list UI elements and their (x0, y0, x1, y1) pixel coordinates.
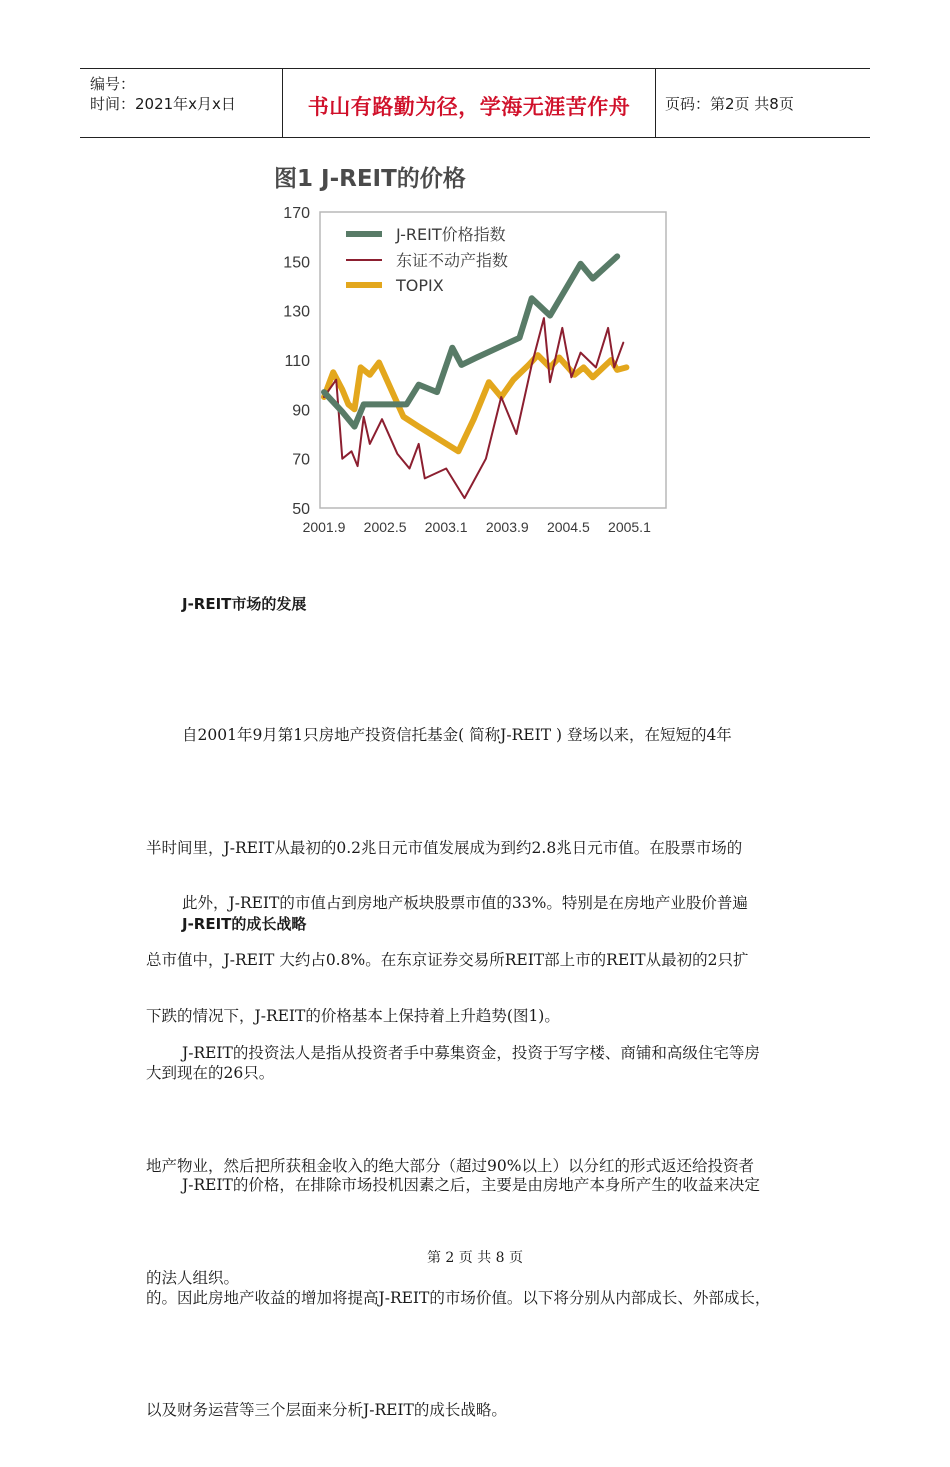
document-time-label: 时间：2021年x月x日 (90, 95, 236, 113)
y-tick-label: 150 (283, 254, 310, 272)
x-tick-label: 2001.9 (302, 519, 346, 535)
section-heading-strategy: J-REIT的成长战略 (182, 915, 307, 933)
y-tick-label: 170 (283, 205, 310, 222)
header-motto: 书山有路勤为径，学海无涯苦作舟 (307, 95, 631, 119)
x-tick-label: 2003.9 (485, 519, 529, 535)
section-heading-market: J-REIT市场的发展 (182, 595, 307, 613)
y-tick-label: 110 (284, 353, 310, 370)
y-tick-label: 70 (292, 451, 310, 469)
paragraph-line: 此外，J-REIT的市值占到房地产板块股票市值的33%。特别是在房地产业股价普遍 (182, 894, 748, 912)
paragraph-line: J-REIT的投资法人是指从投资者手中募集资金，投资于写字楼、商铺和高级住宅等房 (182, 1044, 760, 1062)
y-tick-label: 50 (292, 501, 310, 518)
y-tick-label: 90 (292, 402, 310, 420)
x-tick-label: 2003.1 (424, 519, 468, 535)
paragraph-line: 半时间里，J-REIT从最初的0.2兆日元市值发展成为到约2.8兆日元市值。在股票市场的 (146, 838, 743, 857)
paragraph-line: J-REIT的价格，在排除市场投机因素之后，主要是由房地产本身所产生的收益来决定 (182, 1176, 760, 1194)
paragraph-line: 大到现在的26只。 (146, 1063, 275, 1082)
paragraph-line: 地产物业，然后把所获租金收入的绝大部分（超过90%以上）以分红的形式返还给投资者 (146, 1156, 754, 1175)
paragraph-line: 的法人组织。 (146, 1269, 240, 1287)
paragraph-line: 总市值中，J-REIT 大约占0.8%。在东京证券交易所REIT部上市的REIT从最初的2只扩 (146, 951, 749, 969)
figure-title: 图1 J-REIT的价格 (274, 166, 466, 192)
document-number-label: 编号： (90, 75, 136, 93)
legend-label: 东证不动产指数 (396, 251, 509, 270)
paragraph-line: 下跌的情况下，J-REIT的价格基本上保持着上升趋势(图1)。 (146, 1006, 560, 1025)
header-page-cell (655, 69, 870, 137)
header-meta-cell (80, 69, 282, 137)
page-footer: 第 2 页 共 8 页 (426, 1250, 524, 1266)
header-motto-cell (282, 69, 656, 137)
y-tick-label: 130 (283, 303, 310, 321)
x-tick-label: 2004.5 (546, 519, 590, 535)
paragraph-4 (146, 1092, 814, 1467)
x-tick-label: 2005.1 (608, 519, 651, 535)
header-page-code: 页码：第2页 共8页 (665, 95, 794, 113)
paragraph-line: 的。因此房地产收益的增加将提高J-REIT的市场价值。以下将分别从内部成长、外部成长， (146, 1288, 771, 1307)
x-tick-label: 2002.5 (363, 519, 407, 535)
legend-label: J-REIT价格指数 (396, 225, 506, 244)
paragraph-line: 以及财务运营等三个层面来分析J-REIT的成长战略。 (146, 1401, 507, 1419)
page-header (80, 68, 870, 138)
legend-label: TOPIX (396, 276, 444, 295)
paragraph-line: 自2001年9月第1只房地产投资信托基金( 简称J-REIT ) 登场以来，在短短的4年 (182, 726, 732, 744)
jreit-price-chart (270, 200, 690, 545)
